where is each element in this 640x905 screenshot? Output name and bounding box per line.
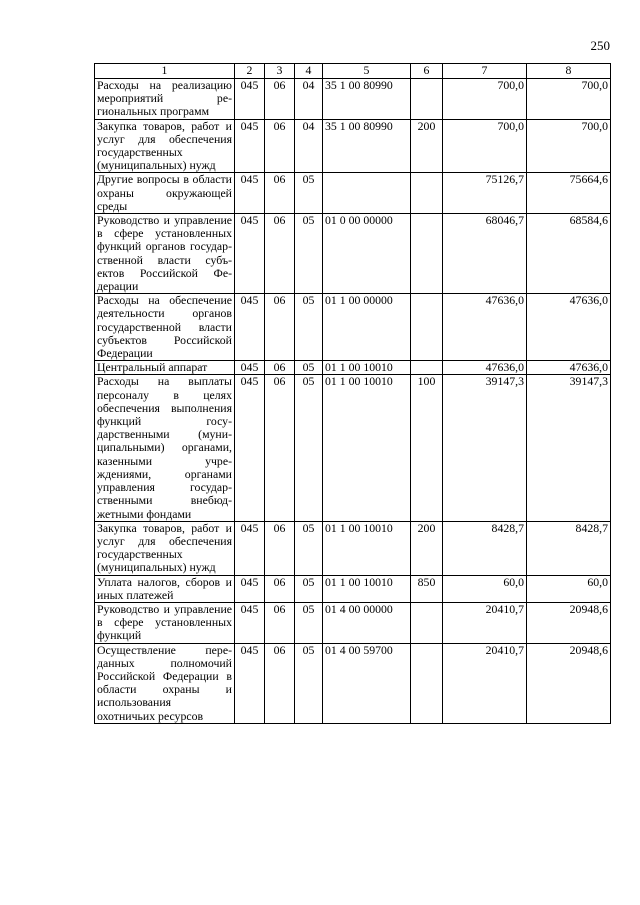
amount-year-2: 20948,6 <box>527 602 611 643</box>
subsection-code: 05 <box>295 375 323 521</box>
section-code: 06 <box>265 521 295 575</box>
subsection-code: 05 <box>295 361 323 375</box>
target-article-code: 01 1 00 00000 <box>323 294 411 361</box>
table-row <box>95 79 611 120</box>
department-code: 045 <box>235 119 265 173</box>
subsection-code: 05 <box>295 643 323 723</box>
expense-name: Осуществление переданных полномочий Российской Федерации в области охраны и использования охотничьих ресурсов <box>95 643 235 723</box>
table-row <box>95 575 611 602</box>
subsection-code: 05 <box>295 521 323 575</box>
table-row <box>95 361 611 375</box>
target-article-code: 01 1 00 10010 <box>323 521 411 575</box>
department-code: 045 <box>235 575 265 602</box>
target-article-code: 01 0 00 00000 <box>323 214 411 294</box>
subsection-code: 05 <box>295 294 323 361</box>
column-number: 8 <box>527 64 611 79</box>
section-code: 06 <box>265 575 295 602</box>
expense-type-code <box>411 602 443 643</box>
expense-type-code: 200 <box>411 119 443 173</box>
amount-year-1: 47636,0 <box>443 294 527 361</box>
department-code: 045 <box>235 375 265 521</box>
amount-year-2: 700,0 <box>527 79 611 120</box>
amount-year-2: 68584,6 <box>527 214 611 294</box>
department-code: 045 <box>235 602 265 643</box>
amount-year-1: 47636,0 <box>443 361 527 375</box>
expense-name: Закупка товаров, работ и услуг для обеспечения государственных (муниципальных) нужд <box>95 119 235 173</box>
subsection-code: 04 <box>295 79 323 120</box>
expense-name: Руководство и управление в сфере установленных функций <box>95 602 235 643</box>
amount-year-2: 60,0 <box>527 575 611 602</box>
expense-name: Уплата налогов, сборов и иных платежей <box>95 575 235 602</box>
amount-year-1: 75126,7 <box>443 173 527 214</box>
subsection-code: 05 <box>295 575 323 602</box>
target-article-code: 35 1 00 80990 <box>323 79 411 120</box>
amount-year-1: 700,0 <box>443 79 527 120</box>
expense-type-code <box>411 214 443 294</box>
amount-year-2: 75664,6 <box>527 173 611 214</box>
column-number-row <box>95 64 611 79</box>
table-row <box>95 643 611 723</box>
amount-year-2: 47636,0 <box>527 361 611 375</box>
expense-type-code: 850 <box>411 575 443 602</box>
amount-year-1: 20410,7 <box>443 643 527 723</box>
target-article-code: 01 4 00 00000 <box>323 602 411 643</box>
target-article-code: 35 1 00 80990 <box>323 119 411 173</box>
section-code: 06 <box>265 119 295 173</box>
expense-name: Расходы на выплаты персоналу в целях обеспечения выполнения функций государственными (муниципальными) органами, казенными учреждениями, органами управления государственными внебюджетными фондами <box>95 375 235 521</box>
column-number: 2 <box>235 64 265 79</box>
expense-name: Центральный аппарат <box>95 361 235 375</box>
column-number: 1 <box>95 64 235 79</box>
column-number: 6 <box>411 64 443 79</box>
section-code: 06 <box>265 361 295 375</box>
expense-type-code <box>411 79 443 120</box>
amount-year-1: 20410,7 <box>443 602 527 643</box>
subsection-code: 04 <box>295 119 323 173</box>
table-row <box>95 214 611 294</box>
amount-year-1: 39147,3 <box>443 375 527 521</box>
page-number: 250 <box>590 38 610 53</box>
section-code: 06 <box>265 173 295 214</box>
amount-year-2: 700,0 <box>527 119 611 173</box>
department-code: 045 <box>235 643 265 723</box>
subsection-code: 05 <box>295 214 323 294</box>
department-code: 045 <box>235 214 265 294</box>
column-number: 4 <box>295 64 323 79</box>
amount-year-1: 8428,7 <box>443 521 527 575</box>
budget-table <box>94 63 611 724</box>
subsection-code: 05 <box>295 173 323 214</box>
table-row <box>95 294 611 361</box>
department-code: 045 <box>235 361 265 375</box>
table-row <box>95 119 611 173</box>
table-row <box>95 375 611 521</box>
department-code: 045 <box>235 294 265 361</box>
expense-type-code <box>411 643 443 723</box>
department-code: 045 <box>235 173 265 214</box>
amount-year-2: 8428,7 <box>527 521 611 575</box>
amount-year-2: 47636,0 <box>527 294 611 361</box>
target-article-code: 01 1 00 10010 <box>323 575 411 602</box>
amount-year-2: 20948,6 <box>527 643 611 723</box>
expense-name: Закупка товаров, работ и услуг для обеспечения государственных (муниципальных) нужд <box>95 521 235 575</box>
target-article-code: 01 1 00 10010 <box>323 375 411 521</box>
expense-type-code <box>411 173 443 214</box>
column-number: 3 <box>265 64 295 79</box>
amount-year-1: 60,0 <box>443 575 527 602</box>
subsection-code: 05 <box>295 602 323 643</box>
section-code: 06 <box>265 79 295 120</box>
section-code: 06 <box>265 643 295 723</box>
expense-type-code: 200 <box>411 521 443 575</box>
table-row <box>95 173 611 214</box>
expense-name: Руководство и управление в сфере установленных функций органов государственной власти субъектов Российской Федерации <box>95 214 235 294</box>
department-code: 045 <box>235 521 265 575</box>
target-article-code: 01 1 00 10010 <box>323 361 411 375</box>
section-code: 06 <box>265 602 295 643</box>
section-code: 06 <box>265 375 295 521</box>
expense-name: Расходы на реализацию мероприятий региональных программ <box>95 79 235 120</box>
table-row <box>95 521 611 575</box>
target-article-code <box>323 173 411 214</box>
department-code: 045 <box>235 79 265 120</box>
section-code: 06 <box>265 214 295 294</box>
amount-year-2: 39147,3 <box>527 375 611 521</box>
target-article-code: 01 4 00 59700 <box>323 643 411 723</box>
expense-type-code: 100 <box>411 375 443 521</box>
column-number: 7 <box>443 64 527 79</box>
expense-name: Расходы на обеспечение деятельности органов государственной власти субъектов Российской Федерации <box>95 294 235 361</box>
table-row <box>95 602 611 643</box>
expense-type-code <box>411 294 443 361</box>
amount-year-1: 68046,7 <box>443 214 527 294</box>
column-number: 5 <box>323 64 411 79</box>
expense-name: Другие вопросы в области охраны окружающей среды <box>95 173 235 214</box>
section-code: 06 <box>265 294 295 361</box>
amount-year-1: 700,0 <box>443 119 527 173</box>
expense-type-code <box>411 361 443 375</box>
